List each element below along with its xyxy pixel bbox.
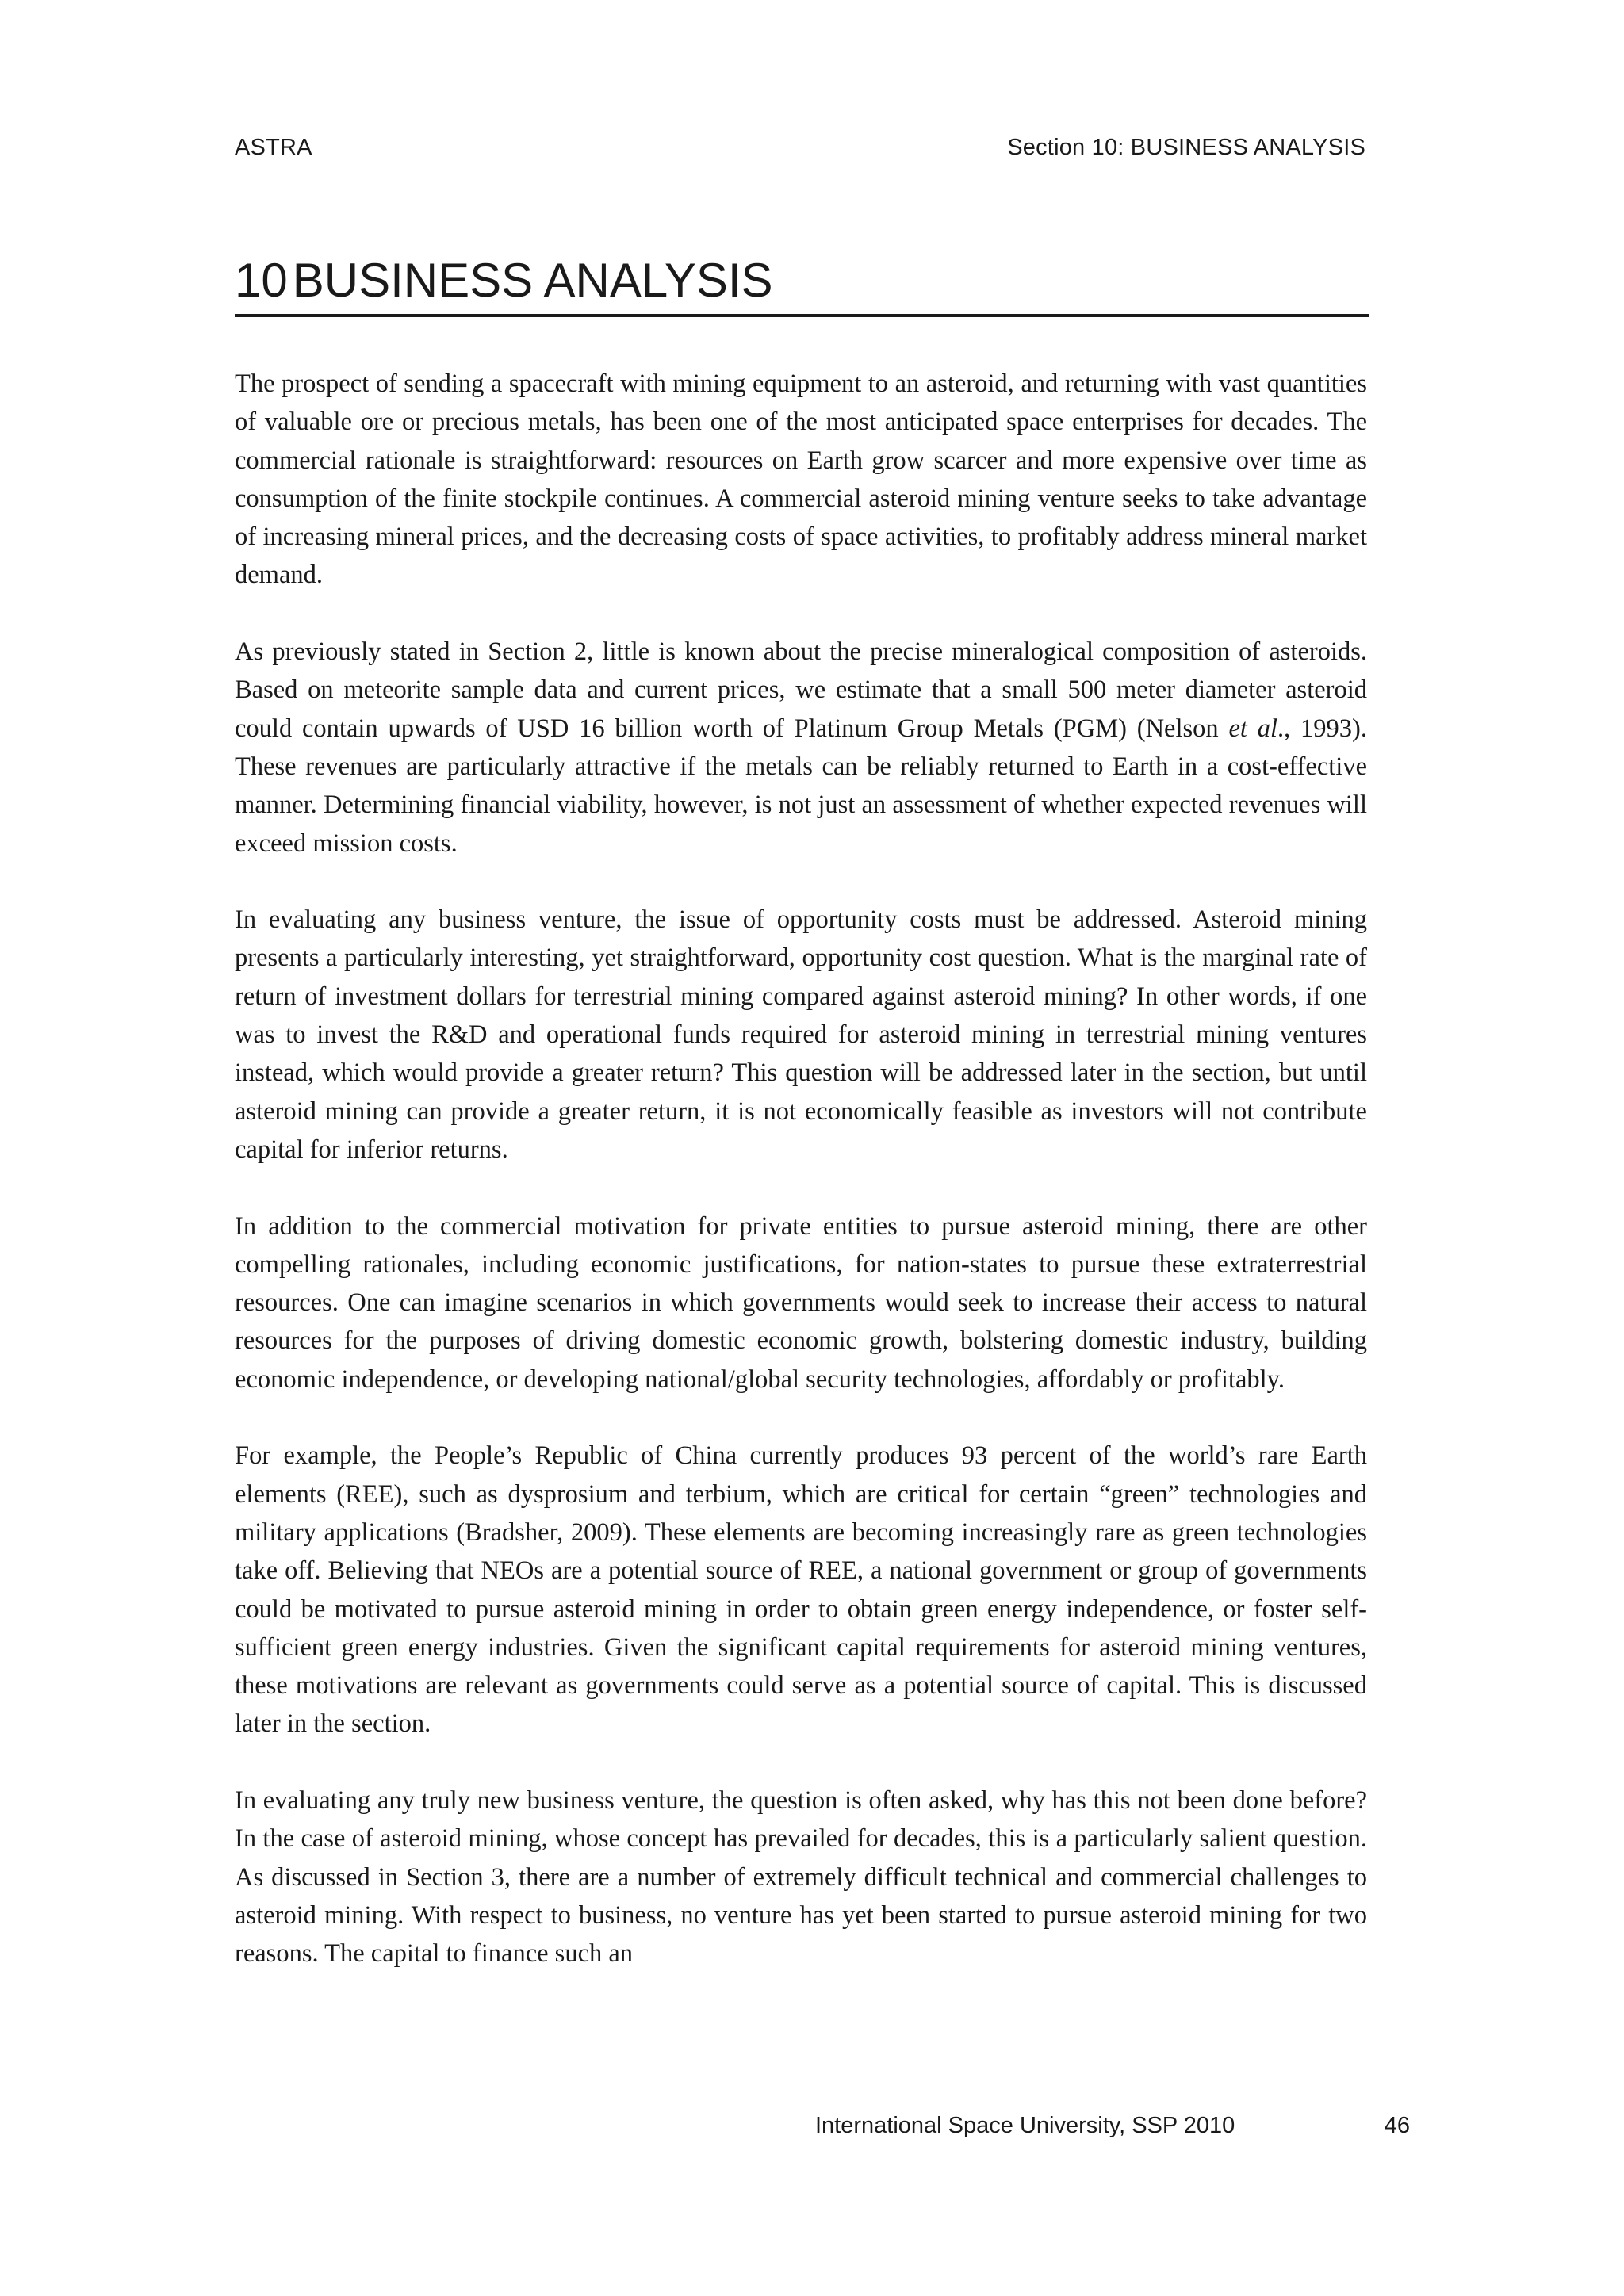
body-text (235, 365, 1367, 1973)
paragraph-2-after: ., 1993). These revenues are particularly attractive if the metals can be reliably returned to Earth in a cost-effective manner. Determining financial viability, however, is not just an assessment of whether expected revenues will exceed mission costs. (235, 714, 1368, 858)
paragraph-6: In evaluating any truly new business venture, the question is often asked, why has this not been done before? In the case of asteroid mining, whose concept has prevailed for decades, this is a particularly salient question. As discussed in Section 3, there are a number of extremely difficult technical and commercial challenges to asteroid mining. With respect to business, no venture has yet been started to pursue asteroid mining for two reasons. The capital to finance such an (235, 1785, 1367, 1969)
paragraph-3: In evaluating any business venture, the issue of opportunity costs must be addressed. Asteroid mining presents a particularly interesting, yet straightforward, opportunity cost question. What is the marginal rate of return of investment dollars for terrestrial mining compared against asteroid mining? In other words, if one was to invest the R&D and operational funds required for asteroid mining in terrestrial mining ventures instead, which would provide a greater return? This question will be addressed later in the section, but until asteroid mining can provide a greater return, it is not economically feasible as investors will not contribute capital for inferior returns. (235, 905, 1367, 1164)
footer-institution: International Space University, SSP 2010 (815, 2113, 1235, 2138)
page-number: 46 (1384, 2113, 1410, 2138)
running-header (235, 135, 1365, 161)
paragraph-2-before: As previously stated in Section 2, little is known about the precise mineralogical composition of asteroids. Based on meteorite sample data and current prices, we estimate that a small 500 meter diameter asteroid could contain upwards of USD 16 billion worth of Platinum Group Metals (PGM) (Nelson (235, 637, 1367, 743)
header-left: ASTRA (235, 135, 312, 160)
section-heading (235, 252, 1369, 317)
paragraph-1: The prospect of sending a spacecraft with mining equipment to an asteroid, and returning with vast quantities of valuable ore or precious metals, has been one of the most anticipated space enterprises for decades. The commercial rationale is straightforward: resources on Earth grow scarcer and more expensive over time as consumption of the finite stockpile continues. A commercial asteroid mining venture seeks to take advantage of increasing mineral prices, and the decreasing costs of space activities, to profitably address mineral market demand. (235, 369, 1367, 590)
header-right: Section 10: BUSINESS ANALYSIS (1007, 135, 1365, 160)
paragraph-4: In addition to the commercial motivation for private entities to pursue asteroid mining, there are other compelling rationales, including economic justifications, for nation-states to pursue these extraterrestrial resources. One can imagine scenarios in which governments would seek to increase their access to natural resources for the purposes of driving domestic economic growth, bolstering domestic industry, building economic independence, or developing national/global security technologies, affordably or profitably. (235, 1211, 1367, 1394)
paragraph-5: For example, the People’s Republic of China currently produces 93 percent of the world’s rare Earth elements (REE), such as dysprosium and terbium, which are critical for certain “green” technologies and military applications (Bradsher, 2009). These elements are becoming increasingly rare as green technologies take off. Believing that NEOs are a potential source of REE, a national government or group of governments could be motivated to pursue asteroid mining in order to obtain green energy independence, or foster self-sufficient green energy industries. Given the significant capital requirements for asteroid mining ventures, these motivations are relevant as governments could serve as a potential source of capital. This is discussed later in the section. (235, 1441, 1367, 1739)
paragraph-2 (235, 633, 1367, 863)
citation-et-al: et al (1228, 714, 1277, 743)
running-footer (815, 2113, 1410, 2139)
section-title: BUSINESS ANALYSIS (292, 254, 773, 308)
section-number: 10 (235, 254, 288, 308)
